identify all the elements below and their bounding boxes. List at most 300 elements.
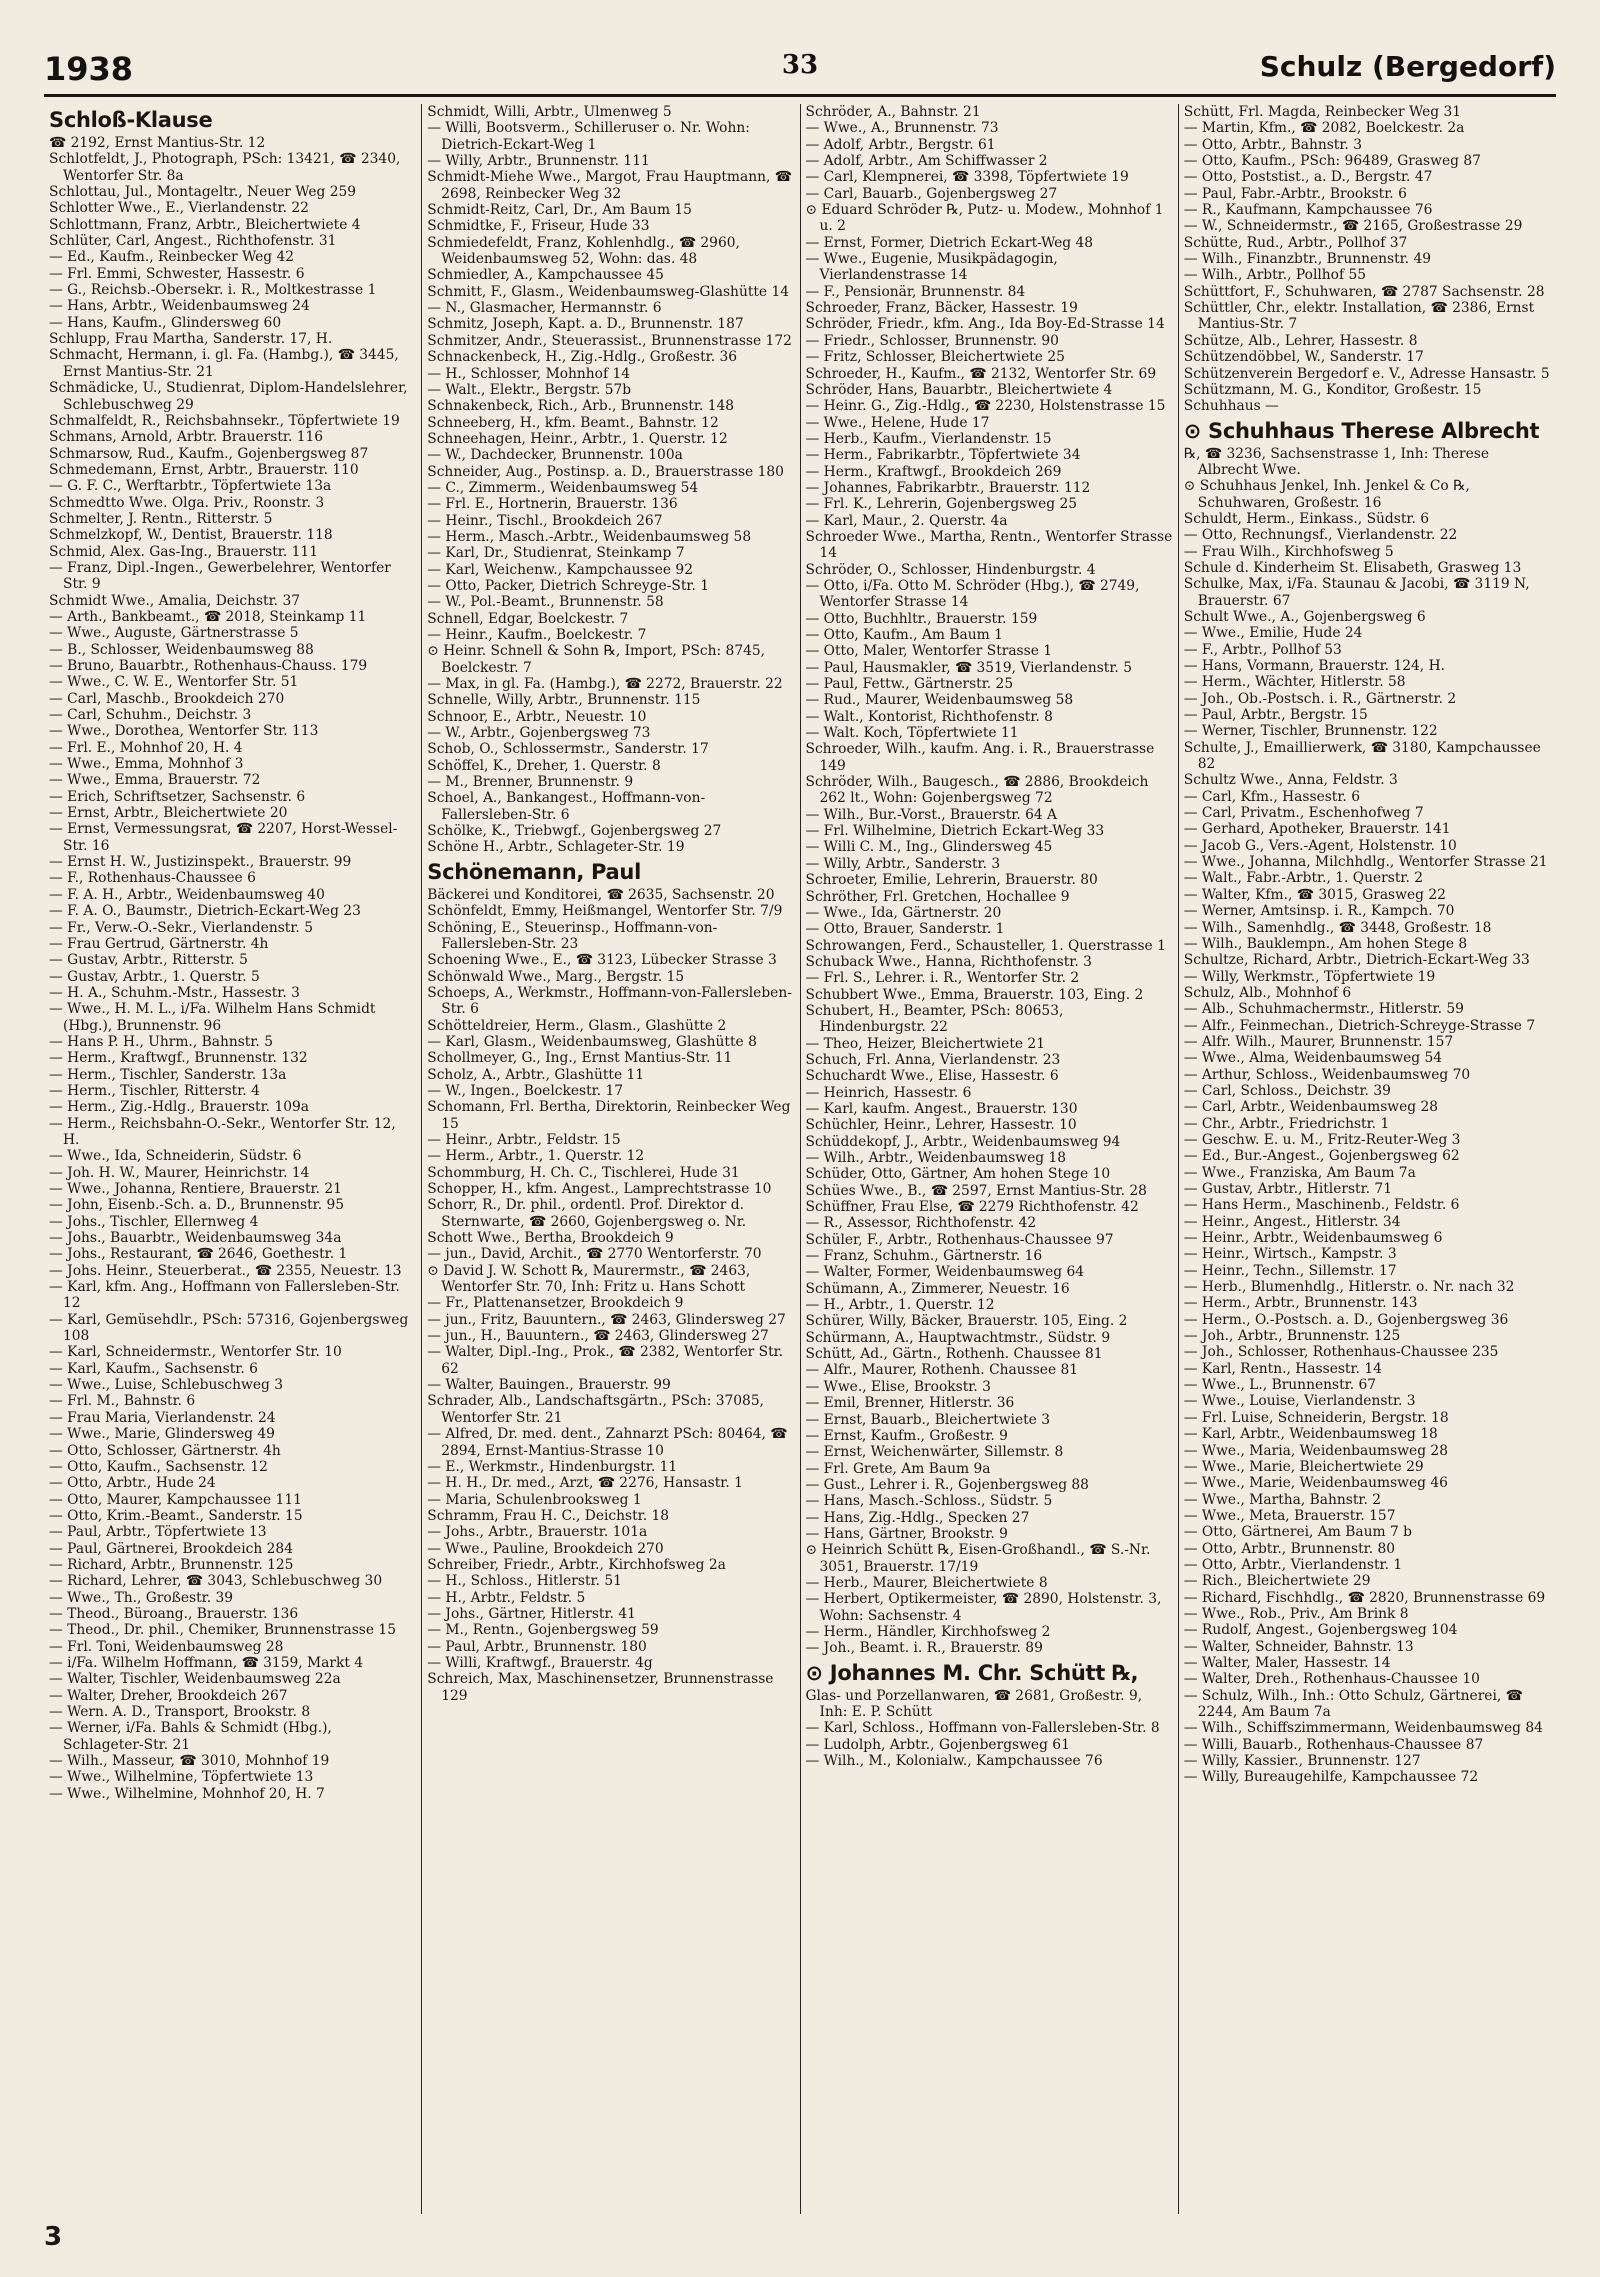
directory-entry: — Rudolf, Angest., Gojenbergsweg 104 [1183, 1622, 1458, 1639]
directory-entry: — Joh., Ob.-Postsch. i. R., Gärtnerstr. 2 [1183, 690, 1457, 707]
directory-entry: — Theo, Heizer, Bleichertwiete 21 [805, 1035, 1045, 1052]
directory-entry: — Frl. E., Mohnhof 20, H. 4 [49, 739, 243, 756]
directory-entry: Schüchler, Heinr., Lehrer, Hassestr. 10 [805, 1117, 1077, 1134]
directory-entry: — Heinr., Kaufm., Boelckestr. 7 [427, 627, 647, 643]
directory-entry: — Willy, Kassier., Brunnenstr. 127 [1183, 1753, 1421, 1770]
directory-entry: Schommburg, H. Ch. C., Tischlerei, Hude 31 [427, 1164, 740, 1181]
directory-entry: — Bruno, Bauarbtr., Rothenhaus-Chauss. 179 [49, 658, 368, 674]
directory-entry: — Willi C. M., Ing., Glindersweg 45 [805, 839, 1053, 856]
directory-entry: Schmelter, J. Rentn., Ritterstr. 5 [49, 510, 273, 527]
directory-entry: — Heinr., Angest., Hitlerstr. 34 [1183, 1213, 1401, 1230]
directory-entry: — Wwe., Wilhelmine, Mohnhof 20, H. 7 [49, 1785, 325, 1802]
directory-entry: Schroeter, Emilie, Lehrerin, Brauerstr. 80 [805, 872, 1098, 889]
directory-entry: ⊙ Schuhhaus Jenkel, Inh. Jenkel & Co ℞, Schuhwaren, Großestr. 16 [1183, 478, 1470, 511]
directory-entry: — B., Schlosser, Weidenbaumsweg 88 [49, 641, 314, 658]
directory-entry: Schmidt Wwe., Amalia, Deichstr. 37 [49, 592, 301, 609]
directory-entry: Schnoor, E., Arbtr., Neuestr. 10 [427, 708, 647, 725]
directory-entry: — Walt., Fabr.-Arbtr., 1. Querstr. 2 [1183, 870, 1424, 887]
directory-entry: — Herm., Fabrikarbtr., Töpfertwiete 34 [805, 447, 1081, 464]
directory-entry: — Willi, Bootsverm., Schilleruser o. Nr. Wohn: Dietrich-Eckart-Weg 1 [427, 120, 750, 153]
directory-entry: — Wwe., Pauline, Brookdeich 270 [427, 1540, 664, 1557]
directory-entry: Schröder, Wilh., Baugesch., ☎ 2886, Brookdeich 262 lt., Wohn: Gojenbergsweg 72 [805, 774, 1149, 807]
directory-entry: Schubert, H., Beamter, PSch: 80653, Hindenburgstr. 22 [805, 1002, 1064, 1036]
directory-entry: — F., Arbtr., Pollhof 53 [1183, 641, 1342, 658]
directory-entry: — Walt. Koch, Töpfertwiete 11 [805, 725, 1019, 742]
directory-entry: — Carl, Klempnerei, ☎ 3398, Töpfertwiete 19 [805, 169, 1129, 186]
directory-entry: — Herm., Kraftwgf., Brookdeich 269 [805, 463, 1062, 480]
directory-entry: ℞, ☎ 3236, Sachsenstrasse 1, Inh: Therese Albrecht Wwe. [1183, 445, 1489, 478]
directory-entry: — H., Schloss., Hitlerstr. 51 [427, 1573, 622, 1590]
directory-entry: Schmalfeldt, R., Reichsbahnsekr., Töpfertwiete 19 [49, 412, 400, 429]
directory-entry: — Ernst, Vermessungsrat, ☎ 2207, Horst-Wessel-Str. 16 [49, 821, 398, 854]
directory-entry: Schuldt, Herm., Einkass., Südstr. 6 [1183, 510, 1429, 527]
directory-entry: — Wwe., Alma, Weidenbaumsweg 54 [1183, 1050, 1443, 1067]
directory-heading: ⊙ Schuhhaus Therese Albrecht [1183, 418, 1540, 443]
running-title: Schulz (Bergedorf) [1259, 50, 1556, 83]
directory-entry: — Frl. S., Lehrer. i. R., Wentorfer Str. 2 [805, 970, 1080, 987]
directory-entry: — Paul, Fabr.-Arbtr., Brookstr. 6 [1183, 185, 1407, 202]
directory-heading: ⊙ Johannes M. Chr. Schütt ℞, [805, 1660, 1139, 1685]
directory-entry: — Ernst, Weichenwärter, Sillemstr. 8 [805, 1444, 1064, 1461]
directory-entry: — Wwe., Marie, Bleichertwiete 29 [1183, 1458, 1424, 1475]
directory-column-4 [1179, 104, 1556, 2214]
directory-entry: — Willi, Bauarb., Rothenhaus-Chaussee 87 [1183, 1736, 1484, 1753]
directory-entry: — Emil, Brenner, Hitlerstr. 36 [805, 1395, 1015, 1412]
directory-entry: — M., Brenner, Brunnenstr. 9 [427, 774, 634, 791]
directory-entry: — Chr., Arbtr., Friedrichstr. 1 [1183, 1115, 1390, 1132]
directory-entry: — Willy, Arbtr., Brunnenstr. 111 [427, 153, 650, 170]
directory-entry: — Gustav, Arbtr., Ritterstr. 5 [49, 952, 248, 969]
directory-entry: — Otto, Brauer, Sanderstr. 1 [805, 921, 1005, 938]
directory-entry: Schüddekopf, J., Arbtr., Weidenbaumsweg 94 [805, 1133, 1121, 1150]
directory-entry: — Hans, Gärtner, Brookstr. 9 [805, 1525, 1008, 1542]
directory-entry: — Walter, Maler, Hassestr. 14 [1183, 1654, 1391, 1671]
directory-entry: — Wilh., Bur.-Vorst., Brauerstr. 64 A [805, 806, 1058, 823]
directory-entry: — Frau Maria, Vierlandenstr. 24 [49, 1409, 276, 1426]
directory-entry: — Johs., Bauarbtr., Weidenbaumsweg 34a [49, 1230, 342, 1247]
directory-entry: — Herm., Arbtr., 1. Querstr. 12 [427, 1148, 645, 1165]
directory-entry: — W., Schneidermstr., ☎ 2165, Großestrasse 29 [1183, 218, 1523, 235]
directory-columns [44, 104, 1556, 2214]
directory-entry: — Karl, Rentn., Hassestr. 14 [1183, 1360, 1382, 1377]
directory-entry: — Otto, Rechnungsf., Vierlandenstr. 22 [1183, 527, 1458, 544]
directory-entry: — Hans, Zig.-Hdlg., Specken 27 [805, 1509, 1030, 1526]
directory-entry: — jun., David, Archit., ☎ 2770 Wentorferstr. 70 [427, 1246, 762, 1263]
directory-entry: — Paul, Arbtr., Bergstr. 15 [1183, 707, 1368, 724]
directory-entry: Scholz, A., Arbtr., Glashütte 11 [427, 1066, 645, 1083]
directory-entry: — Johs., Arbtr., Brauerstr. 101a [427, 1524, 648, 1541]
directory-entry: — Joh., Arbtr., Brunnenstr. 125 [1183, 1328, 1401, 1345]
directory-entry: — Herm., Arbtr., Brunnenstr. 143 [1183, 1295, 1418, 1312]
directory-entry: — Paul, Fettw., Gärtnerstr. 25 [805, 676, 1014, 693]
directory-entry: — Walter, Dreher, Brookdeich 267 [49, 1687, 288, 1704]
directory-entry: — Richard, Lehrer, ☎ 3043, Schlebuschweg 30 [49, 1573, 383, 1590]
directory-entry: — Richard, Fischhdlg., ☎ 2820, Brunnenstrasse 69 [1183, 1589, 1546, 1606]
directory-entry: — Herb., Maurer, Bleichertwiete 8 [805, 1574, 1048, 1591]
directory-entry: — Adolf, Arbtr., Bergstr. 61 [805, 136, 996, 153]
directory-entry: Schneeberg, H., kfm. Beamt., Bahnstr. 12 [427, 414, 719, 431]
directory-entry: Schoening Wwe., E., ☎ 3123, Lübecker Strasse 3 [427, 952, 777, 969]
directory-entry: — Walter, Dipl.-Ing., Prok., ☎ 2382, Wentorfer Str. 62 [427, 1344, 784, 1377]
directory-entry: Schmid, Alex. Gas-Ing., Brauerstr. 111 [49, 543, 318, 560]
directory-entry: Schönwald Wwe., Marg., Bergstr. 15 [427, 968, 685, 985]
directory-entry: — H., Arbtr., 1. Querstr. 12 [805, 1297, 995, 1314]
directory-entry: — Wwe., Marie, Weidenbaumsweg 46 [1183, 1475, 1448, 1492]
directory-entry: Schlüter, Carl, Angest., Richthofenstr. 31 [49, 233, 337, 250]
directory-entry: — Frl. M., Bahnstr. 6 [49, 1393, 196, 1410]
directory-entry: — R., Assessor, Richthofenstr. 42 [805, 1215, 1037, 1232]
directory-entry: ⊙ Heinrich Schütt ℞, Eisen-Großhandl., ☎ S.-Nr. 3051, Brauerstr. 17/19 [805, 1542, 1151, 1575]
directory-entry: — Max, in gl. Fa. (Hambg.), ☎ 2272, Brauerstr. 22 [427, 676, 783, 693]
directory-entry: — R., Kaufmann, Kampchaussee 76 [1183, 202, 1433, 219]
directory-entry: Schützenverein Bergedorf e. V., Adresse Hansastr. 5 [1183, 365, 1550, 382]
directory-entry: Schmacht, Hermann, i. gl. Fa. (Hambg.), ☎ 3445, Ernst Mantius-Str. 21 [49, 347, 399, 380]
directory-entry: — F., Rothenhaus-Chaussee 6 [49, 870, 256, 887]
directory-entry: — Wwe., Johanna, Milchhdlg., Wentorfer Strasse 21 [1183, 854, 1548, 871]
directory-entry: — Otto, i/Fa. Otto M. Schröder (Hbg.), ☎ 2749, Wentorfer Strasse 14 [805, 577, 1140, 611]
directory-entry: — Wilh., Bauklempn., Am hohen Stege 8 [1183, 935, 1468, 952]
directory-entry: — Alfr., Feinmechan., Dietrich-Schreyge-Strasse 7 [1183, 1017, 1536, 1034]
directory-entry: — W., Dachdecker, Brunnenstr. 100a [427, 447, 683, 464]
directory-entry: Schuhhaus — [1183, 398, 1279, 415]
directory-entry: — Herm., Tischler, Sanderstr. 13a [49, 1066, 287, 1083]
directory-entry: Schorr, R., Dr. phil., ordentl. Prof. Direktor d. Sternwarte, ☎ 2660, Gojenbergsweg o. Nr. [427, 1197, 747, 1230]
directory-entry: — Heinr., Tischl., Brookdeich 267 [427, 512, 663, 529]
directory-entry: — Otto, Arbtr., Bahnstr. 3 [1183, 136, 1362, 153]
directory-entry: — Ernst, Arbtr., Bleichertwiete 20 [49, 805, 288, 822]
directory-entry: — Wilh., Arbtr., Weidenbaumsweg 18 [805, 1150, 1067, 1166]
directory-entry: — Fr., Verw.-O.-Sekr., Vierlandenstr. 5 [49, 919, 313, 936]
directory-entry: — Wwe., Emma, Brauerstr. 72 [49, 772, 261, 789]
directory-entry: — Karl, Maur., 2. Querstr. 4a [805, 512, 1008, 529]
directory-entry: — Wwe., Auguste, Gärtnerstrasse 5 [49, 625, 299, 642]
directory-entry: — Carl, Schuhm., Deichstr. 3 [49, 707, 252, 724]
directory-entry: Schulke, Max, i/Fa. Staunau & Jacobi, ☎ 3119 N, Brauerstr. 67 [1183, 576, 1530, 609]
directory-entry: Schneider, Aug., Postinsp. a. D., Brauerstrasse 180 [427, 463, 784, 480]
directory-entry: — Carl, Arbtr., Weidenbaumsweg 28 [1183, 1099, 1439, 1116]
directory-entry: — Herm., O.-Postsch. a. D., Gojenbergsweg 36 [1183, 1311, 1509, 1328]
directory-entry: — Frl. Emmi, Schwester, Hassestr. 6 [49, 265, 305, 282]
directory-entry: — Walt., Kontorist, Richthofenstr. 8 [805, 708, 1053, 725]
directory-entry: Schnell, Edgar, Boelckestr. 7 [427, 610, 629, 627]
directory-entry: Schnelle, Willy, Arbtr., Brunnenstr. 115 [427, 692, 701, 709]
directory-entry: — Ludolph, Arbtr., Gojenbergsweg 61 [805, 1736, 1070, 1753]
directory-entry: Schöning, E., Steuerinsp., Hoffmann-von-Fallersleben-Str. 23 [427, 919, 718, 952]
directory-entry: Schrowangen, Ferd., Schausteller, 1. Querstrasse 1 [805, 937, 1166, 954]
directory-entry: — Willy, Arbtr., Sanderstr. 3 [805, 855, 1001, 872]
directory-entry: — Carl, Bauarb., Gojenbergsweg 27 [805, 185, 1058, 202]
directory-entry: — Otto, Arbtr., Vierlandenstr. 1 [1183, 1556, 1403, 1573]
directory-entry: — Karl, kfm. Ang., Hoffmann von Fallersleben-Str. 12 [49, 1279, 400, 1312]
directory-entry: Glas- und Porzellanwaren, ☎ 2681, Großestr. 9, Inh: E. P. Schütt [805, 1687, 1143, 1720]
directory-column-1 [44, 104, 422, 2214]
directory-entry: — Wwe., Emma, Mohnhof 3 [49, 756, 244, 773]
directory-entry: — Heinr., Wirtsch., Kampstr. 3 [1183, 1246, 1397, 1263]
directory-entry: Schmiedefeldt, Franz, Kohlenhdlg., ☎ 2960, Weidenbaumsweg 52, Wohn: das. 48 [427, 234, 740, 268]
directory-entry: ⊙ Heinr. Schnell & Sohn ℞, Import, PSch: 8745, Boelckestr. 7 [427, 643, 766, 676]
directory-entry: — F. A. H., Arbtr., Weidenbaumsweg 40 [49, 886, 325, 903]
directory-entry: — Werner, Tischler, Brunnenstr. 122 [1183, 723, 1438, 740]
directory-entry: Schubbert Wwe., Emma, Brauerstr. 103, Eing. 2 [805, 986, 1144, 1003]
directory-entry: — Otto, Maler, Wentorfer Strasse 1 [805, 643, 1053, 660]
directory-entry: Schröder, Friedr., kfm. Ang., Ida Boy-Ed-Strasse 14 [805, 316, 1165, 333]
directory-entry: — Jacob G., Vers.-Agent, Holstenstr. 10 [1183, 837, 1457, 854]
directory-entry: Schützmann, M. G., Konditor, Großestr. 15 [1183, 381, 1482, 398]
directory-entry: — Wwe., Dorothea, Wentorfer Str. 113 [49, 723, 319, 740]
directory-entry: Schmelzkopf, W., Dentist, Brauerstr. 118 [49, 527, 333, 544]
directory-entry: — Ernst H. W., Justizinspekt., Brauerstr. 99 [49, 854, 352, 871]
directory-entry: — Walter, Dreh., Rothenhaus-Chaussee 10 [1183, 1671, 1480, 1688]
directory-entry: Schrader, Alb., Landschaftsgärtn., PSch: 37085, Wentorfer Str. 21 [427, 1393, 765, 1426]
directory-entry: — F. A. O., Baumstr., Dietrich-Eckart-Weg 23 [49, 903, 361, 920]
directory-entry: — Wwe., Maria, Weidenbaumsweg 28 [1183, 1442, 1448, 1459]
directory-entry: Schmitzer, Andr., Steuerassist., Brunnenstrasse 172 [427, 332, 792, 349]
directory-entry: — jun., Fritz, Bauuntern., ☎ 2463, Glindersweg 27 [427, 1311, 786, 1328]
directory-entry: — Schulz, Wilh., Inh.: Otto Schulz, Gärtnerei, ☎ 2244, Am Baum 7a [1183, 1687, 1523, 1720]
directory-entry: — Rich., Bleichertwiete 29 [1183, 1573, 1371, 1590]
directory-entry: Schmidt, Willi, Arbtr., Ulmenweg 5 [427, 104, 672, 120]
directory-entry: — Wwe., L., Brunnenstr. 67 [1183, 1377, 1377, 1394]
directory-entry: — Frl. Toni, Weidenbaumsweg 28 [49, 1638, 284, 1655]
directory-entry: — Frl. Luise, Schneiderin, Bergstr. 18 [1183, 1409, 1449, 1426]
directory-entry: — Franz, Dipl.-Ingen., Gewerbelehrer, Wentorfer Str. 9 [49, 559, 391, 593]
directory-entry: Schnakenbeck, Rich., Arb., Brunnenstr. 148 [427, 398, 735, 415]
directory-entry: Schuchardt Wwe., Elise, Hassestr. 6 [805, 1068, 1059, 1085]
directory-entry: — Wwe., Luise, Schlebuschweg 3 [49, 1377, 283, 1394]
directory-entry: — Gust., Lehrer i. R., Gojenbergsweg 88 [805, 1476, 1089, 1493]
directory-entry: Schlotter Wwe., E., Vierlandenstr. 22 [49, 200, 309, 217]
directory-entry: — Ernst, Bauarb., Bleichertwiete 3 [805, 1411, 1050, 1428]
directory-entry: — H., Arbtr., Feldstr. 5 [427, 1589, 586, 1606]
directory-entry: Schröder, O., Schlosser, Hindenburgstr. 4 [805, 561, 1096, 578]
directory-entry: ⊙ David J. W. Schott ℞, Maurermstr., ☎ 2463, Wentorfer Str. 70, Inh: Fritz u. Hans Schott [427, 1262, 751, 1296]
directory-entry: — Herm., Wächter, Hitlerstr. 58 [1183, 674, 1406, 691]
directory-entry: — Ed., Bur.-Angest., Gojenbergsweg 62 [1183, 1148, 1460, 1165]
directory-entry: — Hans, Vormann, Brauerstr. 124, H. [1183, 658, 1445, 674]
page-header [44, 44, 1556, 97]
directory-entry: — Karl, Arbtr., Weidenbaumsweg 18 [1183, 1426, 1438, 1443]
directory-entry: — Walter, Former, Weidenbaumsweg 64 [805, 1264, 1085, 1281]
directory-entry: — H. A., Schuhm.-Mstr., Hassestr. 3 [49, 984, 300, 1001]
directory-entry: Schroeder, Franz, Bäcker, Hassestr. 19 [805, 300, 1078, 317]
directory-entry: Schmädicke, U., Studienrat, Diplom-Handelslehrer, Schlebuschweg 29 [49, 380, 408, 413]
directory-entry: — Wwe., Helene, Hude 17 [805, 414, 990, 431]
directory-entry: — Johs., Restaurant, ☎ 2646, Goethestr. 1 [49, 1246, 348, 1263]
directory-entry: — H., Schlosser, Mohnhof 14 [427, 365, 631, 382]
directory-entry: — Johs., Gärtner, Hitlerstr. 41 [427, 1605, 636, 1622]
directory-entry: Schroeder, Wilh., kaufm. Ang. i. R., Brauerstrasse 149 [805, 741, 1155, 774]
directory-entry: — Gustav, Arbtr., 1. Querstr. 5 [49, 968, 260, 985]
directory-entry: Schmidtke, F., Friseur, Hude 33 [427, 218, 650, 235]
directory-entry: — Erich, Schriftsetzer, Sachsenstr. 6 [49, 788, 306, 805]
directory-entry: Schlottau, Jul., Montageltr., Neuer Weg 259 [49, 184, 357, 201]
directory-entry: — Herm., Zig.-Hdlg., Brauerstr. 109a [49, 1099, 309, 1116]
directory-entry: — Otto, Arbtr., Hude 24 [49, 1475, 216, 1492]
directory-entry: Schütt, Ad., Gärtn., Rothenh. Chaussee 81 [805, 1346, 1103, 1363]
directory-entry: — Martin, Kfm., ☎ 2082, Boelckestr. 2a [1183, 120, 1465, 137]
directory-entry: — Wilh., Schiffszimmermann, Weidenbaumsweg 84 [1183, 1720, 1543, 1737]
directory-entry: Schott Wwe., Bertha, Brookdeich 9 [427, 1230, 674, 1247]
directory-entry: Schütt, Frl. Magda, Reinbecker Weg 31 [1183, 104, 1462, 120]
directory-entry: Schulte, J., Emaillierwerk, ☎ 3180, Kampchaussee 82 [1183, 739, 1541, 773]
directory-entry: Schmarsow, Rud., Kaufm., Gojenbergsweg 87 [49, 445, 369, 462]
directory-entry: — Fr., Plattenansetzer, Brookdeich 9 [427, 1295, 684, 1312]
directory-entry: Schlottmann, Franz, Arbtr., Bleichertwiete 4 [49, 216, 361, 233]
directory-entry: — Wwe., Johanna, Rentiere, Brauerstr. 21 [49, 1181, 342, 1197]
directory-entry: — Hans, Arbtr., Weidenbaumsweg 24 [49, 298, 310, 315]
directory-entry: — Herm., Kraftwgf., Brunnenstr. 132 [49, 1050, 308, 1067]
directory-entry: — Arthur, Schloss., Weidenbaumsweg 70 [1183, 1066, 1471, 1083]
directory-entry: — Johs. Heinr., Steuerberat., ☎ 2355, Neuestr. 13 [49, 1262, 402, 1279]
directory-entry: — Hans, Kaufm., Glindersweg 60 [49, 314, 282, 331]
directory-entry: — i/Fa. Wilhelm Hoffmann, ☎ 3159, Markt 4 [49, 1654, 364, 1671]
directory-entry: — W., Arbtr., Gojenbergsweg 73 [427, 725, 651, 742]
directory-entry: — Theod., Büroang., Brauerstr. 136 [49, 1605, 299, 1622]
directory-entry: Schüttfort, F., Schuhwaren, ☎ 2787 Sachsenstr. 28 [1183, 283, 1545, 300]
directory-entry: — Rud., Maurer, Weidenbaumsweg 58 [805, 692, 1074, 709]
directory-entry: ⊙ Eduard Schröder ℞, Putz- u. Modew., Mohnhof 1 u. 2 [805, 202, 1164, 235]
directory-entry: Schmiedler, A., Kampchaussee 45 [427, 267, 664, 284]
directory-entry: Schmedtto Wwe. Olga. Priv., Roonstr. 3 [49, 494, 325, 511]
directory-entry: Schöne H., Arbtr., Schlageter-Str. 19 [427, 839, 685, 856]
directory-entry: — Paul, Arbtr., Töpfertwiete 13 [49, 1524, 267, 1541]
directory-entry: Schmidt-Reitz, Carl, Dr., Am Baum 15 [427, 202, 692, 219]
directory-entry: — Karl, Schloss., Hoffmann von-Fallersleben-Str. 8 [805, 1720, 1160, 1737]
directory-entry: — Alb., Schuhmachermstr., Hitlerstr. 59 [1183, 1001, 1464, 1018]
directory-entry: — E., Werkmstr., Hindenburgstr. 11 [427, 1458, 678, 1475]
directory-entry: — Walt., Elektr., Bergstr. 57b [427, 381, 632, 398]
directory-entry: Schüler, F., Arbtr., Rothenhaus-Chaussee 97 [805, 1231, 1114, 1248]
directory-entry: — Richard, Arbtr., Brunnenstr. 125 [49, 1556, 294, 1573]
directory-entry: Schuch, Frl. Anna, Vierlandenstr. 23 [805, 1051, 1061, 1068]
directory-entry: — Otto, Arbtr., Brunnenstr. 80 [1183, 1540, 1396, 1557]
directory-entry: — Herm., Reichsbahn-O.-Sekr., Wentorfer Str. 12, H. [49, 1115, 396, 1148]
directory-entry: Schroeder, H., Kaufm., ☎ 2132, Wentorfer Str. 69 [805, 365, 1157, 382]
directory-entry: Schönfeldt, Emmy, Heißmangel, Wentorfer Str. 7/9 [427, 903, 783, 920]
directory-entry: — Ernst, Kaufm., Großestr. 9 [805, 1427, 1008, 1444]
directory-entry: Schultz Wwe., Anna, Feldstr. 3 [1183, 772, 1398, 789]
directory-entry: — Karl, Weichenw., Kampchaussee 92 [427, 561, 693, 578]
directory-entry: — Wwe., Rob., Priv., Am Brink 8 [1183, 1605, 1409, 1622]
directory-entry: — Herb., Kaufm., Vierlandenstr. 15 [805, 430, 1052, 447]
directory-entry: — Carl, Privatm., Eschenhofweg 7 [1183, 805, 1424, 822]
directory-entry: — Frau Gertrud, Gärtnerstr. 4h [49, 935, 269, 952]
directory-entry: — Ed., Kaufm., Reinbecker Weg 42 [49, 249, 295, 266]
directory-entry: — Frl. E., Hortnerin, Brauerstr. 136 [427, 496, 678, 513]
directory-entry: — G., Reichsb.-Obersekr. i. R., Moltkestrasse 1 [49, 282, 377, 299]
directory-entry: — G. F. C., Werftarbtr., Töpfertwiete 13a [49, 478, 332, 495]
directory-entry: Schüttler, Chr., elektr. Installation, ☎ 2386, Ernst Mantius-Str. 7 [1183, 300, 1535, 333]
directory-entry: — Karl, Glasm., Weidenbaumsweg, Glashütte 8 [427, 1033, 757, 1050]
directory-entry: — Otto, Buchhltr., Brauerstr. 159 [805, 610, 1038, 627]
directory-entry: Schoel, A., Bankangest., Hoffmann-von-Fallersleben-Str. 6 [427, 790, 706, 823]
directory-entry: Schöffel, K., Dreher, 1. Querstr. 8 [427, 757, 661, 774]
directory-entry: Schürer, Willy, Bäcker, Brauerstr. 105, Eing. 2 [805, 1313, 1128, 1330]
directory-entry: — Karl, Gemüsehdlr., PSch: 57316, Gojenbergsweg 108 [49, 1311, 409, 1345]
directory-entry: — C., Zimmerm., Weidenbaumsweg 54 [427, 479, 699, 496]
directory-entry: Schreich, Max, Maschinensetzer, Brunnenstrasse 129 [427, 1671, 774, 1704]
directory-entry: Schütte, Rud., Arbtr., Pollhof 37 [1183, 234, 1408, 251]
directory-entry: — Maria, Schulenbrooksweg 1 [427, 1491, 642, 1508]
directory-entry: Schreiber, Friedr., Arbtr., Kirchhofsweg 2a [427, 1556, 726, 1573]
directory-column-3 [801, 104, 1179, 2214]
directory-entry: Schmitt, F., Glasm., Weidenbaumsweg-Glashütte 14 [427, 283, 790, 300]
directory-entry: — Heinr., Arbtr., Feldstr. 15 [427, 1131, 621, 1148]
directory-entry: — Wwe., Wilhelmine, Töpfertwiete 13 [49, 1769, 314, 1786]
directory-entry: — Otto, Schlosser, Gärtnerstr. 4h [49, 1442, 281, 1459]
directory-entry: — Adolf, Arbtr., Am Schiffwasser 2 [805, 153, 1048, 170]
directory-entry: — Karl, Schneidermstr., Wentorfer Str. 10 [49, 1344, 342, 1361]
directory-entry: — Wilh., Arbtr., Pollhof 55 [1183, 267, 1367, 284]
directory-heading: Schönemann, Paul [427, 859, 641, 884]
directory-entry: — Otto, Gärtnerei, Am Baum 7 b [1183, 1524, 1412, 1541]
directory-entry: — Wilh., Finanzbtr., Brunnenstr. 49 [1183, 251, 1432, 268]
directory-entry: — Wwe., Franziska, Am Baum 7a [1183, 1164, 1416, 1181]
directory-entry: Schmitz, Joseph, Kapt. a. D., Brunnenstr. 187 [427, 316, 744, 333]
directory-entry: — Wwe., Elise, Brookstr. 3 [805, 1378, 991, 1395]
directory-entry: Schröder, A., Bahnstr. 21 [805, 104, 981, 120]
directory-entry: Schlupp, Frau Martha, Sanderstr. 17, H. [49, 331, 333, 348]
directory-entry: — Wwe., C. W. E., Wentorfer Str. 51 [49, 674, 299, 691]
directory-entry: Schopper, H., kfm. Angest., Lamprechtstrasse 10 [427, 1181, 772, 1197]
directory-entry: — Wwe., Martha, Bahnstr. 2 [1183, 1491, 1382, 1508]
directory-entry: — Gustav, Arbtr., Hitlerstr. 71 [1183, 1181, 1392, 1197]
directory-entry: — W., Pol.-Beamt., Brunnenstr. 58 [427, 594, 664, 611]
directory-entry: — Wwe., Ida, Gärtnerstr. 20 [805, 904, 1002, 921]
directory-entry: Schüder, Otto, Gärtner, Am hohen Stege 10 [805, 1166, 1111, 1183]
directory-entry: — Willy, Werkmstr., Töpfertwiete 19 [1183, 968, 1436, 985]
directory-entry: — Paul, Gärtnerei, Brookdeich 284 [49, 1540, 293, 1557]
directory-entry: — Walter, Schneider, Bahnstr. 13 [1183, 1638, 1414, 1655]
directory-entry: Schob, O., Schlossermstr., Sanderstr. 17 [427, 741, 709, 758]
directory-entry: Schneehagen, Heinr., Arbtr., 1. Querstr. 12 [427, 430, 728, 447]
directory-entry: — Gerhard, Apotheker, Brauerstr. 141 [1183, 821, 1451, 838]
directory-entry: Schomann, Frl. Bertha, Direktorin, Reinbecker Weg 15 [427, 1099, 791, 1132]
directory-entry: — Joh. H. W., Maurer, Heinrichstr. 14 [49, 1164, 310, 1181]
directory-entry: Schnackenbeck, H., Zig.-Hdlg., Großestr. 36 [427, 349, 738, 366]
directory-entry: — Wilh., M., Kolonialw., Kampchaussee 76 [805, 1753, 1103, 1770]
directory-entry: Schüffner, Frau Else, ☎ 2279 Richthofenstr. 42 [805, 1199, 1139, 1216]
directory-entry: — Walter, Tischler, Weidenbaumsweg 22a [49, 1671, 341, 1688]
directory-entry: — Joh., Beamt. i. R., Brauerstr. 89 [805, 1640, 1043, 1657]
directory-entry: — F., Pensionär, Brunnenstr. 84 [805, 283, 1026, 300]
directory-entry: — Paul, Hausmakler, ☎ 3519, Vierlandenstr. 5 [805, 659, 1132, 676]
directory-entry: — N., Glasmacher, Hermannstr. 6 [427, 300, 662, 317]
directory-entry: Schoeps, A., Werkmstr., Hoffmann-von-Fallersleben-Str. 6 [427, 984, 792, 1018]
directory-entry: — Otto, Krim.-Beamt., Sanderstr. 15 [49, 1507, 303, 1524]
directory-entry: — Herbert, Optikermeister, ☎ 2890, Holstenstr. 3, Wohn: Sachsenstr. 4 [805, 1591, 1162, 1624]
directory-entry: — Wwe., Ida, Schneiderin, Südstr. 6 [49, 1148, 302, 1165]
directory-entry: — Walter, Bauingen., Brauerstr. 99 [427, 1377, 671, 1394]
directory-entry: — Otto, Kaufm., Sachsenstr. 12 [49, 1458, 268, 1475]
directory-entry: — Frau Wilh., Kirchhofsweg 5 [1183, 543, 1394, 560]
directory-entry: — H. H., Dr. med., Arzt, ☎ 2276, Hansastr. 1 [427, 1475, 743, 1492]
directory-entry: — Joh., Schlosser, Rothenhaus-Chaussee 235 [1183, 1344, 1499, 1361]
directory-entry: — Willy, Bureaugehilfe, Kampchaussee 72 [1183, 1769, 1479, 1786]
directory-entry: Schmans, Arnold, Arbtr. Brauerstr. 116 [49, 429, 324, 446]
directory-entry: Schule d. Kinderheim St. Elisabeth, Grasweg 13 [1183, 559, 1522, 576]
directory-entry: — Karl, Kaufm., Sachsenstr. 6 [49, 1360, 258, 1377]
directory-entry: — Alfred, Dr. med. dent., Zahnarzt PSch: 80464, ☎ 2894, Ernst-Mantius-Strasse 10 [427, 1426, 788, 1459]
page-number: 33 [781, 50, 819, 80]
directory-entry: — John, Eisenb.-Sch. a. D., Brunnenstr. 95 [49, 1197, 345, 1214]
directory-entry: — Hans Herm., Maschinenb., Feldstr. 6 [1183, 1197, 1460, 1214]
directory-entry: — Wilh., Samenhdlg., ☎ 3448, Großestr. 18 [1183, 919, 1492, 936]
directory-entry: — Heinr., Arbtr., Weidenbaumsweg 6 [1183, 1230, 1443, 1247]
directory-entry: Schult Wwe., A., Gojenbergsweg 6 [1183, 608, 1426, 625]
directory-entry: Schramm, Frau H. C., Deichstr. 18 [427, 1507, 670, 1524]
directory-entry: Schröther, Frl. Gretchen, Hochallee 9 [805, 888, 1070, 905]
